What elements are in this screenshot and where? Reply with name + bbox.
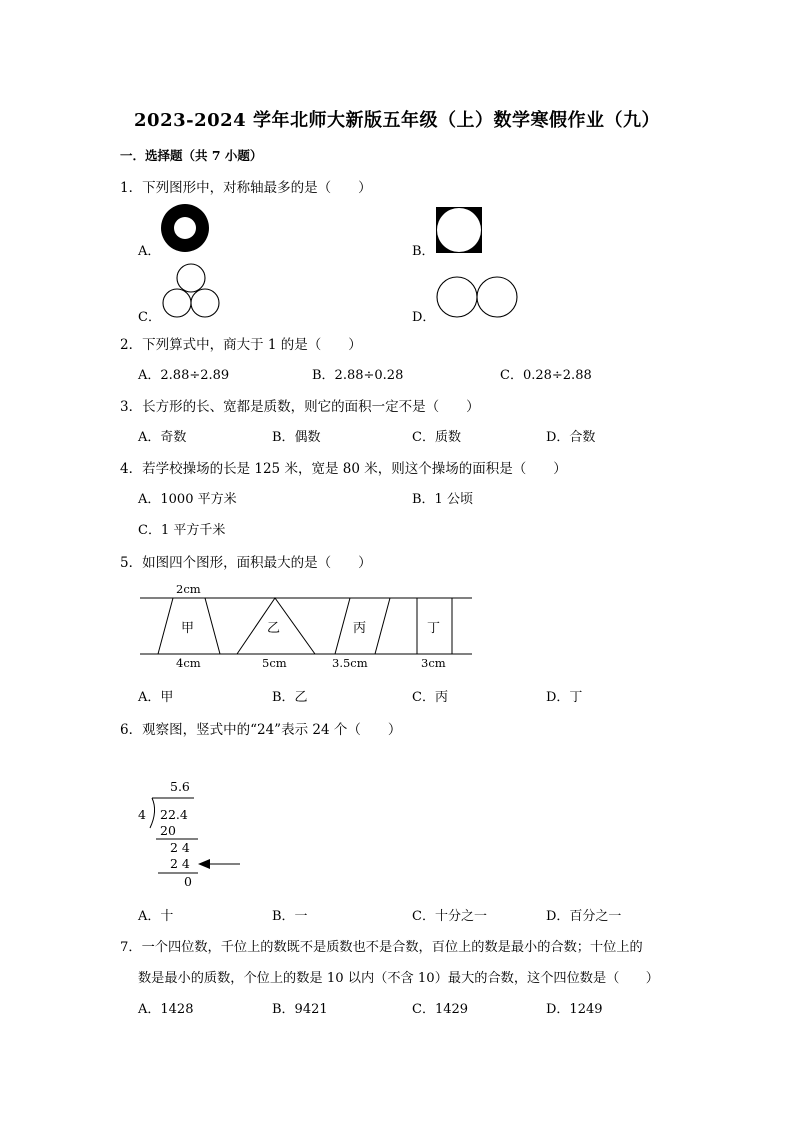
q2-option-a[interactable]: A．2.88÷2.89 [138, 368, 230, 383]
q1-option-d-label[interactable]: D． [412, 310, 436, 325]
subtract-line-2: 2 4 [170, 840, 190, 855]
q7-option-d[interactable]: D．1249 [546, 1002, 603, 1017]
q7-option-a[interactable]: A．1428 [138, 1002, 194, 1017]
parallel-shapes-figure [140, 578, 476, 674]
section-heading: 一．选择题（共 7 小题） [120, 148, 263, 163]
question-3-stem: 3．长方形的长、宽都是质数，则它的面积一定不是（ ） [120, 399, 480, 415]
bottom-label-bing: 3.5cm [332, 656, 368, 670]
q5-option-b[interactable]: B．乙 [272, 690, 308, 705]
long-division-figure [136, 776, 246, 892]
q6-option-a[interactable]: A．十 [138, 909, 174, 924]
trapezoid-left-side [158, 598, 173, 654]
question-7-stem-line-1: 7．一个四位数，千位上的数既不是质数也不是合数，百位上的数是最小的合数；十位上的 [120, 940, 643, 955]
circle-in-square-figure [436, 207, 482, 253]
top-label: 2cm [176, 582, 201, 596]
quotient-text: 5.6 [170, 779, 190, 794]
remainder-text: 0 [184, 874, 192, 889]
question-6-stem: 6．观察图，竖式中的“24”表示 24 个（ ） [120, 722, 402, 738]
trapezoid-right-side [205, 598, 220, 654]
q3-option-c[interactable]: C．质数 [412, 430, 461, 445]
page-title: 2023-2024 学年北师大新版五年级（上）数学寒假作业（九） [134, 110, 660, 131]
q3-option-b[interactable]: B．偶数 [272, 430, 321, 445]
q6-option-d[interactable]: D．百分之一 [546, 909, 622, 924]
three-circles-figure [160, 262, 222, 320]
q5-option-a[interactable]: A．甲 [138, 690, 174, 705]
question-4-stem: 4．若学校操场的长是 125 米，宽是 80 米，则这个操场的面积是（ ） [120, 461, 567, 477]
q2-option-c[interactable]: C．0.28÷2.88 [500, 368, 592, 383]
divisor-text: 4 [138, 807, 146, 822]
q7-option-b[interactable]: B．9421 [272, 1002, 328, 1017]
two-circles-figure [436, 276, 520, 320]
arrow-head-icon [198, 859, 210, 869]
q6-option-c[interactable]: C．十分之一 [412, 909, 487, 924]
question-7-stem-line-2: 数是最小的质数，个位上的数是 10 以内（不含 10）最大的合数，这个四位数是（ ） [138, 971, 659, 986]
subtract-line-3: 2 4 [170, 856, 190, 871]
bottom-label-jia: 4cm [176, 656, 201, 670]
q7-option-c[interactable]: C．1429 [412, 1002, 469, 1017]
parallelogram-right-side [375, 598, 390, 654]
question-5-stem: 5．如图四个图形，面积最大的是（ ） [120, 555, 372, 571]
shape-label-bing: 丙 [353, 621, 367, 636]
question-1-stem: 1．下列图形中，对称轴最多的是（ ） [120, 180, 372, 196]
parallelogram-left-side [335, 598, 350, 654]
division-bracket [150, 798, 155, 828]
bottom-label-yi: 5cm [262, 656, 287, 670]
q5-option-c[interactable]: C．丙 [412, 690, 448, 705]
q6-option-b[interactable]: B．一 [272, 909, 308, 924]
shape-label-ding: 丁 [427, 621, 441, 636]
q1-option-a-label[interactable]: A． [138, 244, 161, 259]
dividend-text: 22.4 [160, 807, 188, 822]
q3-option-a[interactable]: A．奇数 [138, 430, 187, 445]
subtract-line-1: 20 [160, 823, 176, 838]
ring-figure [160, 203, 210, 253]
q1-option-b-label[interactable]: B． [412, 244, 435, 259]
q5-option-d[interactable]: D．丁 [546, 690, 583, 705]
q4-option-b[interactable]: B．1 公顷 [412, 492, 473, 507]
question-2-stem: 2．下列算式中，商大于 1 的是（ ） [120, 337, 362, 353]
q2-option-b[interactable]: B．2.88÷0.28 [312, 368, 404, 383]
q1-option-c-label[interactable]: C． [138, 310, 161, 325]
shape-label-yi: 乙 [267, 621, 281, 636]
q4-option-a[interactable]: A．1000 平方米 [138, 492, 237, 507]
q3-option-d[interactable]: D．合数 [546, 430, 596, 445]
bottom-label-ding: 3cm [421, 656, 446, 670]
q4-option-c[interactable]: C．1 平方千米 [138, 523, 226, 538]
shape-label-jia: 甲 [181, 621, 195, 636]
